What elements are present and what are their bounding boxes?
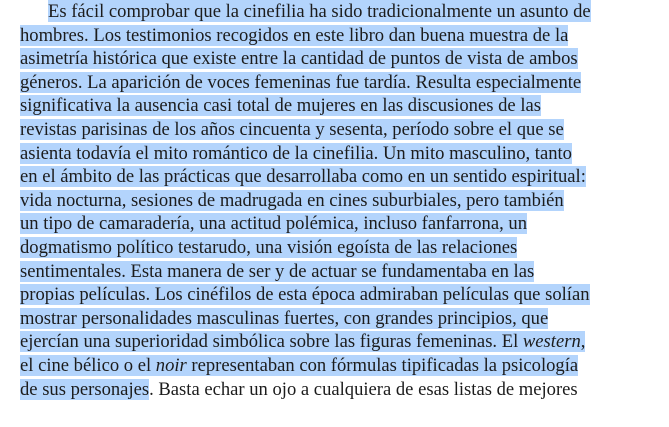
text-line (20, 189, 669, 213)
text-line (20, 165, 669, 189)
line-text: hombres. Los testimonios recogidos en este libro dan buena muestra de la (20, 24, 569, 46)
selected-text (20, 143, 572, 164)
line-text: dogmatismo político testarudo, una visión egoísta de las relaciones (20, 236, 518, 258)
selected-text (20, 72, 581, 93)
line-text: en el ámbito de las prácticas que desarrollaba como en un sentido espiritual: (20, 166, 586, 188)
selected-text (20, 355, 578, 376)
italic-term: noir (155, 354, 187, 376)
selected-text (20, 284, 590, 305)
line-text: revistas parisinas de los años cincuenta y sesenta, período sobre el que se (20, 118, 564, 140)
text-line (20, 71, 669, 95)
selected-text (20, 331, 585, 352)
selected-text (20, 237, 517, 258)
text-line (20, 118, 669, 142)
line-text: propias películas. Los cinéfilos de esta época admiraban películas que solían (20, 284, 590, 306)
selected-text (20, 379, 149, 400)
line-text: asimetría histórica que existe entre la cantidad de puntos de vista de ambos (20, 48, 578, 70)
text-line (20, 142, 669, 166)
text-line (20, 24, 669, 48)
line-text: Es fácil comprobar que la cinefilia ha sido tradicionalmente un asunto de (48, 1, 591, 22)
line-text: ejercían una superioridad simbólica sobre las figuras femeninas. El (20, 331, 523, 353)
text-line (20, 330, 669, 354)
selected-text (20, 95, 541, 116)
line-text: asienta todavía el mito romántico de la cinefilia. Un mito masculino, tanto (20, 142, 572, 164)
selected-text (20, 119, 564, 140)
selected-text (20, 25, 568, 46)
selected-text (20, 48, 578, 69)
selected-text (20, 308, 548, 329)
selected-text (20, 261, 534, 282)
text-line (20, 307, 669, 331)
text-line (20, 354, 669, 378)
text-line (20, 47, 669, 71)
selected-text (20, 190, 564, 211)
line-text: vida nocturna, sesiones de madrugada en cines suburbiales, pero también (20, 189, 564, 211)
selected-text (20, 166, 586, 187)
line-text-tail: representaban con fórmulas tipificadas la psicología (186, 354, 579, 376)
italic-term: western (522, 331, 581, 353)
text-line (20, 212, 669, 236)
line-text: el cine bélico o el (20, 354, 156, 376)
selected-text (20, 213, 527, 234)
text-line (20, 0, 669, 24)
text-line (20, 378, 669, 402)
text-line (20, 236, 669, 260)
text-line (20, 283, 669, 307)
text-line (20, 94, 669, 118)
line-text: géneros. La aparición de voces femeninas fue tardía. Resulta especialmente (20, 71, 582, 93)
line-text: sentimentales. Esta manera de ser y de actuar se fundamentaba en las (20, 260, 535, 282)
selected-text (48, 1, 591, 22)
unselected-text: . Basta echar un ojo a cualquiera de esas listas de mejores (149, 378, 578, 400)
paragraph[interactable] (20, 0, 669, 401)
line-text: mostrar personalidades masculinas fuertes, con grandes principios, que (20, 307, 549, 329)
text-line (20, 260, 669, 284)
line-text-tail: , (580, 331, 586, 353)
line-text: de sus personajes (20, 378, 150, 400)
line-text: significativa la ausencia casi total de mujeres en las discusiones de las (20, 95, 541, 117)
line-text: un tipo de camaradería, una actitud polémica, incluso fanfarrona, un (20, 213, 527, 235)
